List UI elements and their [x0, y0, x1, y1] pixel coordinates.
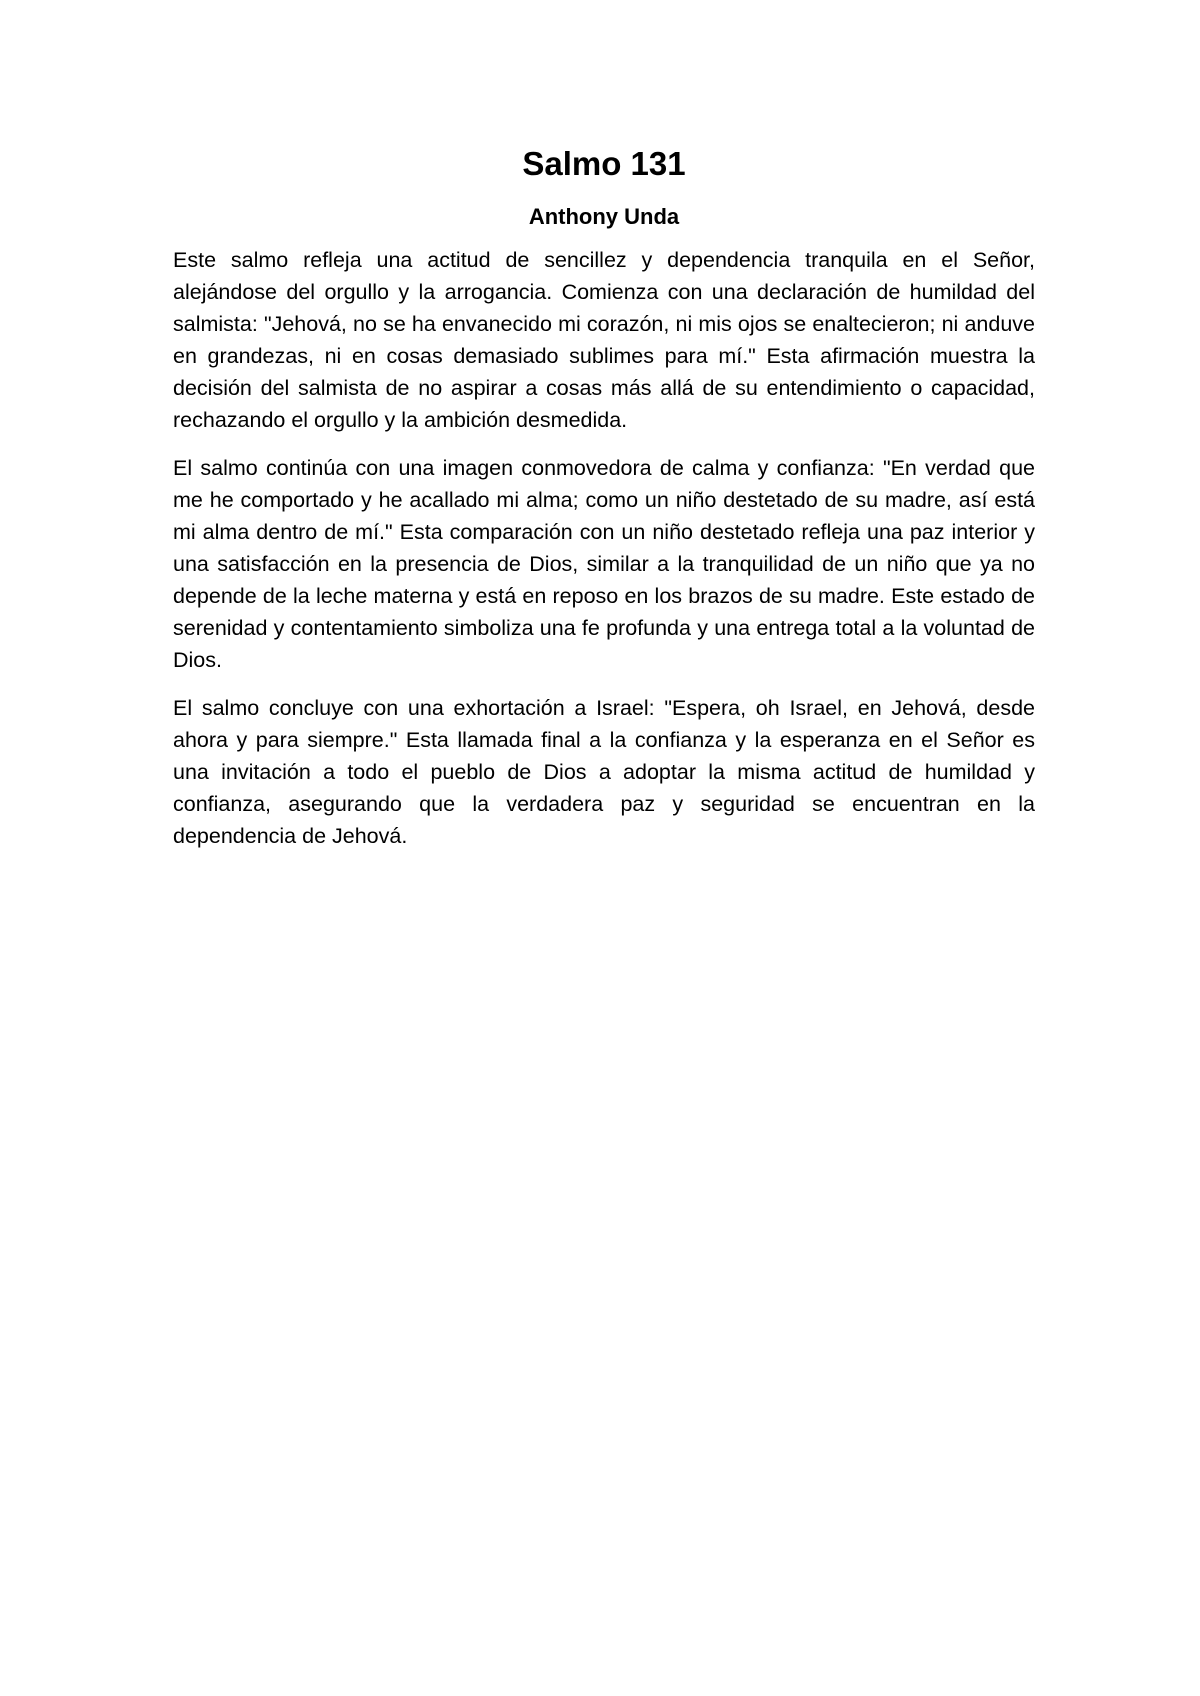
- document-author: Anthony Unda: [528, 204, 680, 229]
- paragraph-3: El salmo concluye con una exhortación a Israel: "Espera, oh Israel, en Jehová, desde ahora y para siempre." Esta llamada final a la confianza y la esperanza en el Señor es una invitación a todo el pueblo de Dios a adoptar la misma actitud de humildad y confianza, asegurando que la verdadera paz y seguridad se encuentran en la dependencia de Jehová.: [173, 696, 1035, 848]
- document-content: [173, 140, 1035, 852]
- document-title: Salmo 131: [522, 145, 686, 182]
- paragraph-2: El salmo continúa con una imagen conmovedora de calma y confianza: "En verdad que me he comportado y he acallado mi alma; como un niño destetado de su madre, así está mi alma dentro de mí." Esta comparación con un niño destetado refleja una paz interior y una satisfacción en la presencia de Dios, similar a la tranquilidad de un niño que ya no depende de la leche materna y está en reposo en los brazos de su madre. Este estado de serenidad y contentamiento simboliza una fe profunda y una entrega total a la voluntad de Dios.: [173, 456, 1035, 672]
- paragraph-1: Este salmo refleja una actitud de sencillez y dependencia tranquila en el Señor, alejándose del orgullo y la arrogancia. Comienza con una declaración de humildad del salmista: "Jehová, no se ha envanecido mi corazón, ni mis ojos se enaltecieron; ni anduve en grandezas, ni en cosas demasiado sublimes para mí." Esta afirmación muestra la decisión del salmista de no aspirar a cosas más allá de su entendimiento o capacidad, rechazando el orgullo y la ambición desmedida.: [173, 248, 1035, 432]
